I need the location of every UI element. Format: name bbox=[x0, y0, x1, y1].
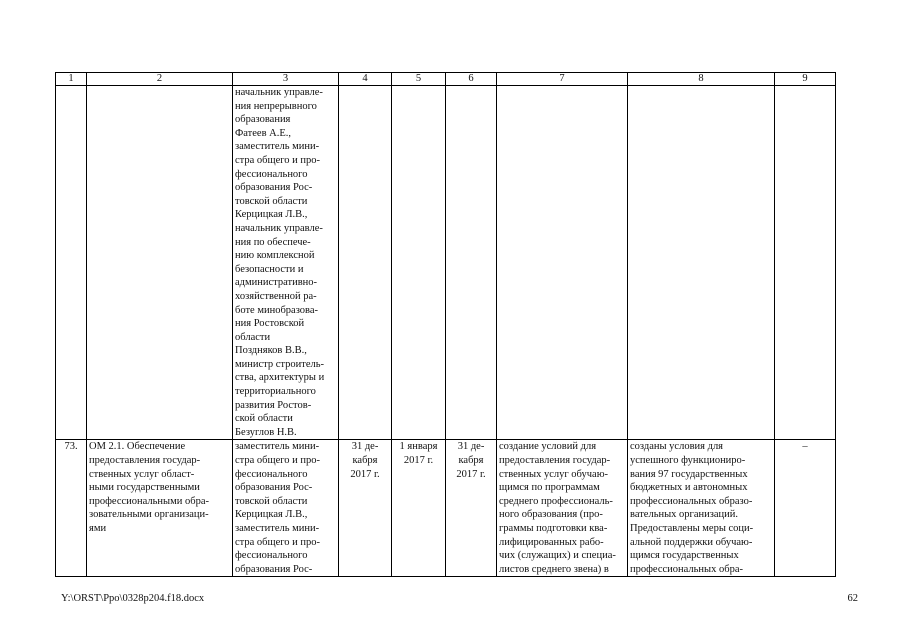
page-number: 62 bbox=[847, 593, 858, 604]
header-cell-7: 7 bbox=[497, 73, 628, 86]
cell-text-line: ния Ростовской bbox=[235, 318, 305, 330]
cell-text-line: щимся государственных bbox=[630, 550, 739, 562]
cell-text-line: развития Ростов- bbox=[235, 399, 312, 411]
cell-text-line: фессионального bbox=[235, 550, 308, 562]
header-row bbox=[56, 73, 836, 86]
cell-text-line: территориального bbox=[235, 386, 316, 398]
cell-text-line: начальник управле- bbox=[235, 87, 323, 98]
cell-text-line: министр строитель- bbox=[235, 358, 325, 370]
cell-text-line: профессиональных образо- bbox=[630, 495, 753, 507]
cell-text-line: ния по обеспече- bbox=[235, 236, 311, 248]
cell-text-line: нию комплексной bbox=[235, 250, 315, 262]
cell-text-line: фессионального bbox=[235, 468, 308, 480]
cell-text-line: ства, архитектуры и bbox=[235, 372, 325, 384]
cell-text-line: Поздняков В.В., bbox=[235, 345, 307, 357]
cell-text-line: создание условий для bbox=[499, 441, 597, 453]
cell-text-line: Керцицкая Л.В., bbox=[235, 509, 308, 521]
cell-text-line: стра общего и про- bbox=[235, 455, 321, 467]
cell-empty bbox=[87, 86, 233, 440]
cell-text-line: начальник управле- bbox=[235, 222, 323, 234]
cell-text-line: ской области bbox=[235, 413, 293, 425]
cell-text-line: ОМ 2.1. Обеспечение bbox=[89, 441, 186, 453]
cell-text-line: товской области bbox=[235, 495, 308, 507]
cell-text-line: хозяйственной ра- bbox=[235, 290, 317, 302]
cell-text-line: кабря bbox=[458, 455, 484, 467]
header-cell-1: 1 bbox=[56, 73, 87, 86]
cell-text-line: стра общего и про- bbox=[235, 154, 321, 166]
cell-text-line: альной поддержки обучаю- bbox=[630, 536, 753, 548]
cell-text-line: созданы условия для bbox=[630, 441, 724, 453]
cell-empty bbox=[392, 86, 446, 440]
cell-text-line: заместитель мини- bbox=[235, 141, 320, 153]
cell-text-line: чих (служащих) и специа- bbox=[499, 550, 616, 562]
header-cell-6: 6 bbox=[446, 73, 497, 86]
cell-text-line: ями bbox=[89, 523, 107, 534]
cell-text-line: успешного функциониро- bbox=[630, 455, 746, 467]
cell-text-line: фессионального bbox=[235, 168, 308, 180]
cell-text-line: образования bbox=[235, 114, 291, 126]
cell-text-line: профессиональными обра- bbox=[89, 495, 209, 507]
cell-text-line: 2017 г. bbox=[350, 468, 380, 480]
cell-text-line: предоставления государ- bbox=[499, 455, 611, 467]
cell-text-line: кабря bbox=[352, 455, 378, 467]
cell-empty bbox=[339, 86, 392, 440]
measure-name-cell bbox=[87, 440, 233, 577]
cell-text-line: Безуглов Н.В. bbox=[235, 426, 297, 438]
table-row-continued bbox=[56, 86, 836, 440]
cell-text-line: товской области bbox=[235, 195, 308, 207]
deadline-cell bbox=[339, 440, 392, 577]
cell-empty bbox=[628, 86, 775, 440]
cell-text-line: профессиональных обра- bbox=[630, 563, 743, 575]
executors-cell bbox=[233, 86, 339, 440]
start-date-cell bbox=[392, 440, 446, 577]
cell-text-line: граммы подготовки ква- bbox=[499, 523, 608, 534]
header-cell-5: 5 bbox=[392, 73, 446, 86]
cell-empty bbox=[497, 86, 628, 440]
cell-text-line: Предоставлены меры соци- bbox=[630, 523, 754, 534]
cell-text-line: ного образования (про- bbox=[499, 509, 603, 521]
cell-text-line: образования Рос- bbox=[235, 482, 313, 494]
cell-text-line: 31 де- bbox=[457, 441, 485, 453]
cell-text-line: административно- bbox=[235, 277, 318, 289]
cell-text-line: стра общего и про- bbox=[235, 536, 321, 548]
cell-text-line: вательных организаций. bbox=[630, 509, 739, 521]
cell-text-line: 1 января bbox=[399, 441, 438, 453]
cell-text-line: вания 97 государственных bbox=[630, 468, 748, 480]
cell-text-line: среднего профессиональ- bbox=[499, 495, 613, 507]
header-cell-8: 8 bbox=[628, 73, 775, 86]
cell-text-line: ния непрерывного bbox=[235, 100, 317, 112]
header-cell-4: 4 bbox=[339, 73, 392, 86]
cell-text-line: безопасности и bbox=[235, 263, 304, 275]
cell-text-line: ственных услуг обучаю- bbox=[499, 468, 609, 480]
cell-empty bbox=[56, 86, 87, 440]
cell-empty bbox=[446, 86, 497, 440]
cell-text-line: заместитель мини- bbox=[235, 441, 320, 453]
cell-text-line: бюджетных и автономных bbox=[630, 482, 748, 494]
expected-result-cell bbox=[497, 440, 628, 577]
cell-text-line: 2017 г. bbox=[403, 455, 434, 467]
end-date-cell bbox=[446, 440, 497, 577]
cell-text-line: лифицированных рабо- bbox=[499, 536, 604, 548]
plan-table bbox=[55, 72, 836, 577]
notes-cell: – bbox=[775, 440, 836, 577]
header-cell-9: 9 bbox=[775, 73, 836, 86]
actual-result-cell bbox=[628, 440, 775, 577]
cell-text-line: заместитель мини- bbox=[235, 523, 320, 534]
cell-text-line: области bbox=[235, 331, 271, 343]
cell-text-line: 2017 г. bbox=[456, 468, 486, 480]
cell-text-line: зовательными организаци- bbox=[89, 509, 209, 521]
cell-text-line: 31 де- bbox=[351, 441, 379, 453]
cell-text-line: ными государственными bbox=[89, 482, 200, 494]
cell-text-line: боте минобразова- bbox=[235, 304, 319, 316]
cell-empty bbox=[775, 86, 836, 440]
row-number: 73. bbox=[56, 440, 87, 577]
header-cell-3: 3 bbox=[233, 73, 339, 86]
cell-text-line: щимся по программам bbox=[499, 482, 600, 494]
file-path: Y:\ORST\Ppo\0328p204.f18.docx bbox=[61, 593, 205, 604]
cell-text-line: листов среднего звена) в bbox=[499, 563, 609, 575]
executors-cell bbox=[233, 440, 339, 577]
cell-text-line: образования Рос- bbox=[235, 182, 313, 194]
cell-text-line: Фатеев А.Е., bbox=[235, 127, 292, 139]
table-row-73 bbox=[56, 440, 836, 577]
cell-text-line: ственных услуг област- bbox=[89, 468, 195, 480]
header-cell-2: 2 bbox=[87, 73, 233, 86]
cell-text-line: Керцицкая Л.В., bbox=[235, 209, 308, 221]
cell-text-line: предоставления государ- bbox=[89, 455, 201, 467]
cell-text-line: образования Рос- bbox=[235, 563, 313, 575]
